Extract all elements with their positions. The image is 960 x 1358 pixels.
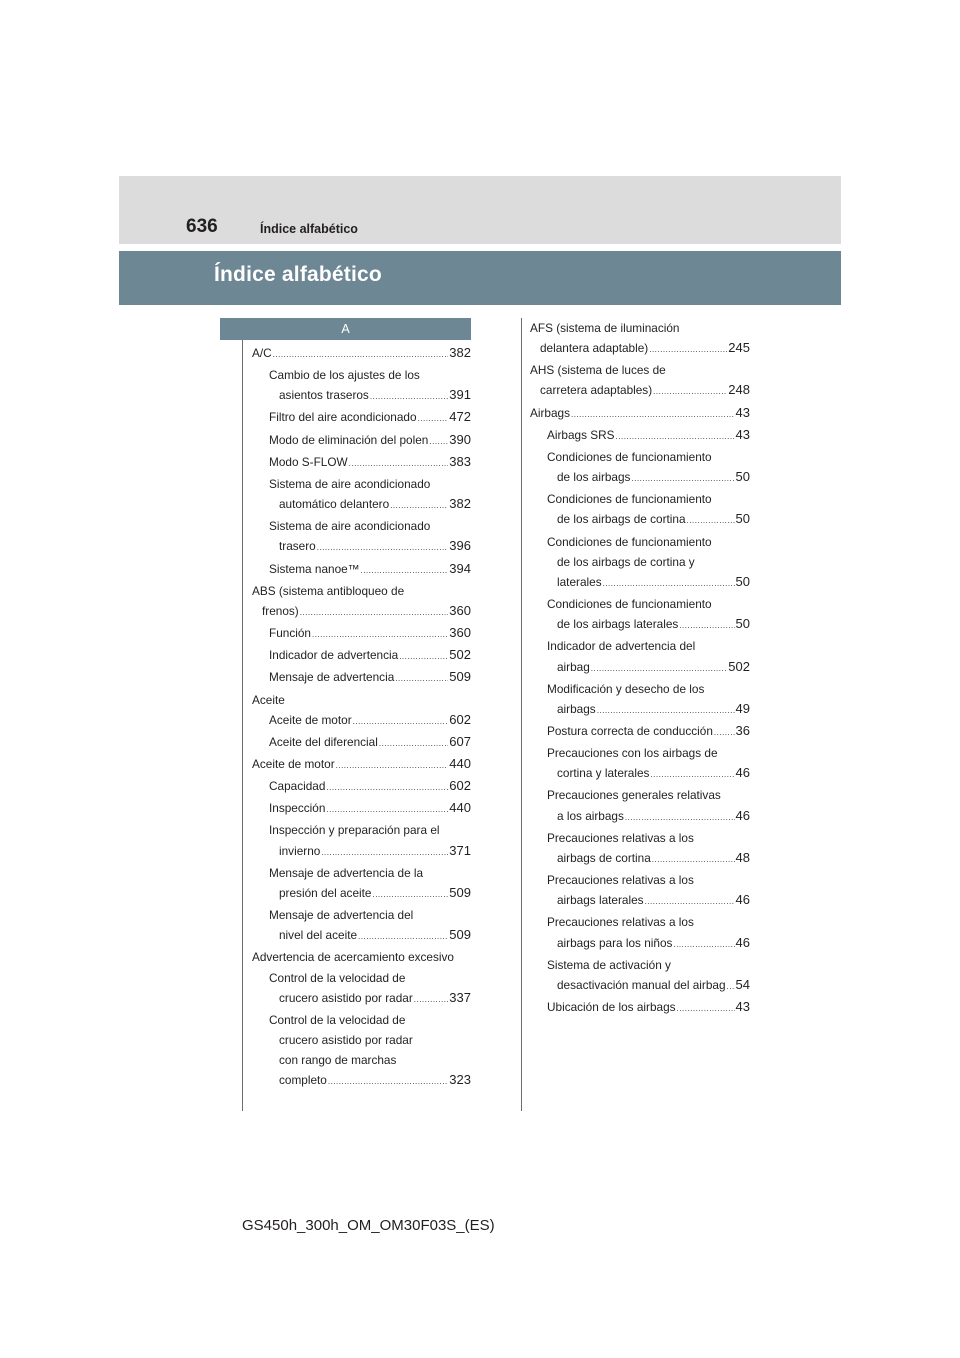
index-entry-page[interactable]: 50 <box>735 469 750 485</box>
index-entry-page[interactable]: 248 <box>728 382 750 398</box>
index-entry-text: completo <box>279 1073 327 1088</box>
leader-dots <box>673 935 734 955</box>
index-entry-page[interactable]: 394 <box>449 560 471 576</box>
index-entry <box>252 732 471 754</box>
index-entry <box>530 806 750 828</box>
leader-dots <box>625 808 735 828</box>
index-entry <box>252 623 471 645</box>
leader-dots <box>418 409 449 429</box>
leader-dots <box>645 892 735 912</box>
index-entry-page[interactable]: 46 <box>735 765 750 781</box>
index-entry-page[interactable]: 382 <box>449 496 471 512</box>
index-entry-page[interactable]: 390 <box>449 431 471 447</box>
index-entry <box>530 467 750 489</box>
leader-dots <box>399 647 448 667</box>
leader-dots <box>358 927 448 947</box>
index-entry-page[interactable]: 602 <box>449 711 471 727</box>
index-entry <box>252 667 471 689</box>
index-entry-text: Aceite del diferencial <box>269 734 378 749</box>
index-entry-text: AHS (sistema de luces de <box>530 363 666 378</box>
index-entry-text: Modo de eliminación del polen <box>269 432 429 447</box>
leader-dots <box>650 765 734 785</box>
index-entry <box>530 532 750 552</box>
leader-dots <box>361 561 449 581</box>
index-entry-text: Modo S-FLOW <box>269 454 348 469</box>
index-entry-text: Mensaje de advertencia <box>269 670 395 685</box>
index-entry <box>252 905 471 925</box>
index-entry-text: de los airbags laterales <box>557 617 679 632</box>
index-entry <box>530 828 750 848</box>
index-entry-text: de los airbags de cortina <box>557 512 686 527</box>
index-entry-text: Precauciones con los airbags de <box>547 746 718 761</box>
index-entry-text: Indicador de advertencia <box>269 648 399 663</box>
index-entry-text: delantera adaptable) <box>540 341 649 356</box>
index-entry-text: airbags para los niños <box>557 935 673 950</box>
index-entry-page[interactable]: 472 <box>449 409 471 425</box>
leader-dots <box>679 616 734 636</box>
index-entry-text: Aceite de motor <box>252 756 335 771</box>
index-entry <box>252 452 471 474</box>
index-entry-page[interactable]: 43 <box>735 426 750 442</box>
index-entry <box>530 870 750 890</box>
index-entry <box>252 343 471 365</box>
index-entry-page[interactable]: 46 <box>735 934 750 950</box>
index-entry <box>530 890 750 912</box>
index-entry-text: airbags laterales <box>557 893 644 908</box>
index-entry <box>252 407 471 429</box>
index-entry-text: Cambio de los ajustes de los <box>269 368 420 383</box>
index-entry-text: Condiciones de funcionamiento <box>547 449 712 464</box>
index-entry <box>530 360 750 380</box>
index-entry <box>530 699 750 721</box>
index-entry-text: Precauciones relativas a los <box>547 915 694 930</box>
index-entry-text: laterales <box>557 574 602 589</box>
index-entry <box>530 403 750 425</box>
index-entry-text: crucero asistido por radar <box>279 990 413 1005</box>
index-column-right <box>530 318 750 1019</box>
leader-dots <box>370 387 448 407</box>
header-band <box>119 176 841 244</box>
index-entry <box>530 489 750 509</box>
index-entry-page[interactable]: 46 <box>735 807 750 823</box>
index-entry-text: desactivación manual del airbag <box>557 977 726 992</box>
index-entry <box>530 721 750 743</box>
index-entry <box>530 912 750 932</box>
index-entry-page[interactable]: 509 <box>449 927 471 943</box>
index-entry <box>252 968 471 988</box>
leader-dots <box>273 345 449 365</box>
index-entry-page[interactable]: 337 <box>449 989 471 1005</box>
index-entry-page[interactable]: 50 <box>735 616 750 632</box>
leader-dots <box>652 850 735 870</box>
leader-dots <box>379 734 448 754</box>
index-entry-page[interactable]: 509 <box>449 884 471 900</box>
leader-dots <box>429 432 448 452</box>
index-entry <box>530 997 750 1019</box>
index-entry-text: nivel del aceite <box>279 928 358 943</box>
index-entry-page[interactable]: 46 <box>735 892 750 908</box>
index-entry <box>530 955 750 975</box>
index-entry-text: Función <box>269 626 311 641</box>
index-entry <box>252 474 471 494</box>
leader-dots <box>616 427 735 447</box>
leader-dots <box>317 538 449 558</box>
index-entry-page[interactable]: 54 <box>735 976 750 992</box>
index-entry-page[interactable]: 440 <box>449 800 471 816</box>
index-entry <box>530 338 750 360</box>
index-entry-page[interactable]: 382 <box>449 345 471 360</box>
index-entry <box>252 1070 471 1092</box>
index-entry-text: Sistema de activación y <box>547 957 671 972</box>
index-entry-page[interactable]: 502 <box>728 658 750 674</box>
index-entry-text: Filtro del aire acondicionado <box>269 410 417 425</box>
index-entry-text: asientos traseros <box>279 388 369 403</box>
left-column-rule <box>242 318 243 1111</box>
index-entry-text: Aceite de motor <box>269 712 352 727</box>
index-entry-page[interactable]: 50 <box>735 573 750 589</box>
index-entry-text: Airbags SRS <box>547 427 615 442</box>
index-entry-text: de los airbags <box>557 470 631 485</box>
leader-dots <box>714 723 735 743</box>
index-entry <box>530 679 750 699</box>
index-column-left <box>252 318 471 1092</box>
leader-dots <box>631 469 734 489</box>
index-entry-page[interactable]: 245 <box>728 340 750 356</box>
index-entry-text: Sistema de aire acondicionado <box>269 519 431 534</box>
index-entry <box>530 636 750 656</box>
index-entry <box>252 1050 471 1070</box>
index-entry-page[interactable]: 509 <box>449 669 471 685</box>
index-entry <box>252 365 471 385</box>
index-entry-text: Sistema de aire acondicionado <box>269 476 431 491</box>
index-entry <box>252 690 471 710</box>
leader-dots <box>653 382 727 402</box>
running-head: Índice alfabético <box>260 222 358 236</box>
index-entry-page[interactable]: 323 <box>449 1072 471 1088</box>
index-entry-text: Control de la velocidad de <box>269 970 406 985</box>
index-entry-text: ABS (sistema antibloqueo de <box>252 583 405 598</box>
leader-dots <box>603 574 735 594</box>
index-entry <box>252 988 471 1010</box>
index-entry <box>252 710 471 732</box>
index-entry-text: Precauciones generales relativas <box>547 788 721 803</box>
leader-dots <box>677 999 735 1019</box>
index-entry-text: Condiciones de funcionamiento <box>547 597 712 612</box>
index-entry <box>252 776 471 798</box>
index-entry <box>252 841 471 863</box>
index-entry-text: Precauciones relativas a los <box>547 873 694 888</box>
leader-dots <box>336 756 449 776</box>
leader-dots <box>328 1072 448 1092</box>
index-entry-text: Precauciones relativas a los <box>547 830 694 845</box>
leader-dots <box>597 701 735 721</box>
index-entry <box>252 925 471 947</box>
index-entry-text: airbag <box>557 659 590 674</box>
leader-dots <box>300 603 449 623</box>
index-entry <box>530 552 750 572</box>
leader-dots <box>326 778 448 798</box>
index-entry-page[interactable]: 607 <box>449 733 471 749</box>
index-entry-page[interactable]: 49 <box>735 700 750 716</box>
index-entry <box>530 425 750 447</box>
index-entry-text: automático delantero <box>279 497 390 512</box>
index-entry-text: Modificación y desecho de los <box>547 681 705 696</box>
index-entry <box>252 947 471 967</box>
leader-dots <box>353 712 449 732</box>
index-entry-text: Indicador de advertencia del <box>547 639 696 654</box>
leader-dots <box>372 885 448 905</box>
index-entry <box>252 883 471 905</box>
index-entry-text: Control de la velocidad de <box>269 1012 406 1027</box>
leader-dots <box>349 454 449 474</box>
index-entry-page[interactable]: 43 <box>735 404 750 420</box>
index-entry <box>530 763 750 785</box>
index-entry <box>530 743 750 763</box>
index-entry <box>530 785 750 805</box>
index-entry-page[interactable]: 602 <box>449 778 471 794</box>
index-entry <box>530 614 750 636</box>
index-entry-text: Ubicación de los airbags <box>547 1000 676 1014</box>
leader-dots <box>687 511 735 531</box>
index-entry <box>252 516 471 536</box>
index-entry <box>530 572 750 594</box>
index-entry-text: AFS (sistema de iluminación <box>530 321 680 335</box>
index-entry <box>252 645 471 667</box>
index-entry-text: Aceite <box>252 692 285 707</box>
index-entry-page[interactable]: 36 <box>735 722 750 738</box>
index-entry <box>530 975 750 997</box>
leader-dots <box>727 977 735 997</box>
leader-dots <box>312 625 448 645</box>
index-entry-text: Inspección <box>269 801 326 816</box>
index-entry <box>252 559 471 581</box>
index-entry-text: a los airbags <box>557 808 624 823</box>
section-letter-header: A <box>220 318 471 340</box>
index-entry-text: Mensaje de advertencia del <box>269 908 414 923</box>
index-entry-text: Postura correcta de conducción <box>547 723 713 738</box>
index-entry <box>252 430 471 452</box>
index-entry-text: Inspección y preparación para el <box>269 823 440 838</box>
index-entry <box>252 1030 471 1050</box>
index-entry-page[interactable]: 396 <box>449 538 471 554</box>
index-entry <box>252 1010 471 1030</box>
index-entry-text: A/C <box>252 346 272 360</box>
index-entry <box>530 848 750 870</box>
index-entry <box>530 380 750 402</box>
index-entry-text: Sistema nanoe™ <box>269 561 360 576</box>
leader-dots <box>326 800 448 820</box>
index-entry <box>252 754 471 776</box>
leader-dots <box>390 496 448 516</box>
index-entry <box>530 594 750 614</box>
leader-dots <box>649 340 727 360</box>
index-entry-text: presión del aceite <box>279 885 372 900</box>
index-entry-text: de los airbags de cortina y <box>557 554 695 569</box>
leader-dots <box>321 843 448 863</box>
index-entry-text: Airbags <box>530 405 570 420</box>
index-entry <box>530 447 750 467</box>
index-entry <box>252 536 471 558</box>
index-entry-text: crucero asistido por radar <box>279 1033 413 1047</box>
leader-dots <box>414 990 449 1010</box>
index-entry-text: airbags de cortina <box>557 850 651 865</box>
index-entry <box>252 798 471 820</box>
index-entry <box>252 494 471 516</box>
right-column-rule <box>521 318 522 1111</box>
index-entry-page[interactable]: 50 <box>735 511 750 527</box>
page-title: Índice alfabético <box>214 263 382 286</box>
index-entry-text: carretera adaptables) <box>540 383 653 398</box>
index-entry-page[interactable]: 440 <box>449 755 471 771</box>
index-entry <box>252 863 471 883</box>
index-entry-page[interactable]: 502 <box>449 647 471 663</box>
index-entry <box>252 581 471 601</box>
index-entry-page[interactable]: 360 <box>449 625 471 641</box>
index-entry-text: airbags <box>557 701 596 716</box>
index-entry <box>530 933 750 955</box>
index-entry <box>252 601 471 623</box>
index-entry-text: frenos) <box>262 603 299 618</box>
page-number: 636 <box>186 216 218 237</box>
index-entry-page[interactable]: 48 <box>735 849 750 865</box>
index-entry-text: Condiciones de funcionamiento <box>547 492 712 507</box>
index-entry <box>530 318 750 338</box>
leader-dots <box>395 669 448 689</box>
index-entry <box>530 657 750 679</box>
index-entry-text: trasero <box>279 539 316 554</box>
index-entry-page[interactable]: 383 <box>449 453 471 469</box>
leader-dots <box>571 405 735 425</box>
index-entry-page[interactable]: 43 <box>735 999 750 1014</box>
index-entry-page[interactable]: 391 <box>449 387 471 403</box>
title-bar <box>119 251 841 305</box>
index-entry-page[interactable]: 371 <box>449 842 471 858</box>
index-entry-text: Advertencia de acercamiento excesivo <box>252 950 454 965</box>
index-entry-page[interactable]: 360 <box>449 602 471 618</box>
index-entry-text: Capacidad <box>269 779 326 794</box>
index-entry <box>252 820 471 840</box>
document-code-footer: GS450h_300h_OM_OM30F03S_(ES) <box>242 1217 495 1234</box>
index-entry-text: invierno <box>279 843 321 858</box>
index-entry-text: cortina y laterales <box>557 766 650 781</box>
index-entry-text: Mensaje de advertencia de la <box>269 865 424 880</box>
index-entry <box>530 509 750 531</box>
index-entry-text: Condiciones de funcionamiento <box>547 534 712 549</box>
leader-dots <box>591 659 728 679</box>
index-entry-text: con rango de marchas <box>279 1053 397 1068</box>
index-entry <box>252 385 471 407</box>
